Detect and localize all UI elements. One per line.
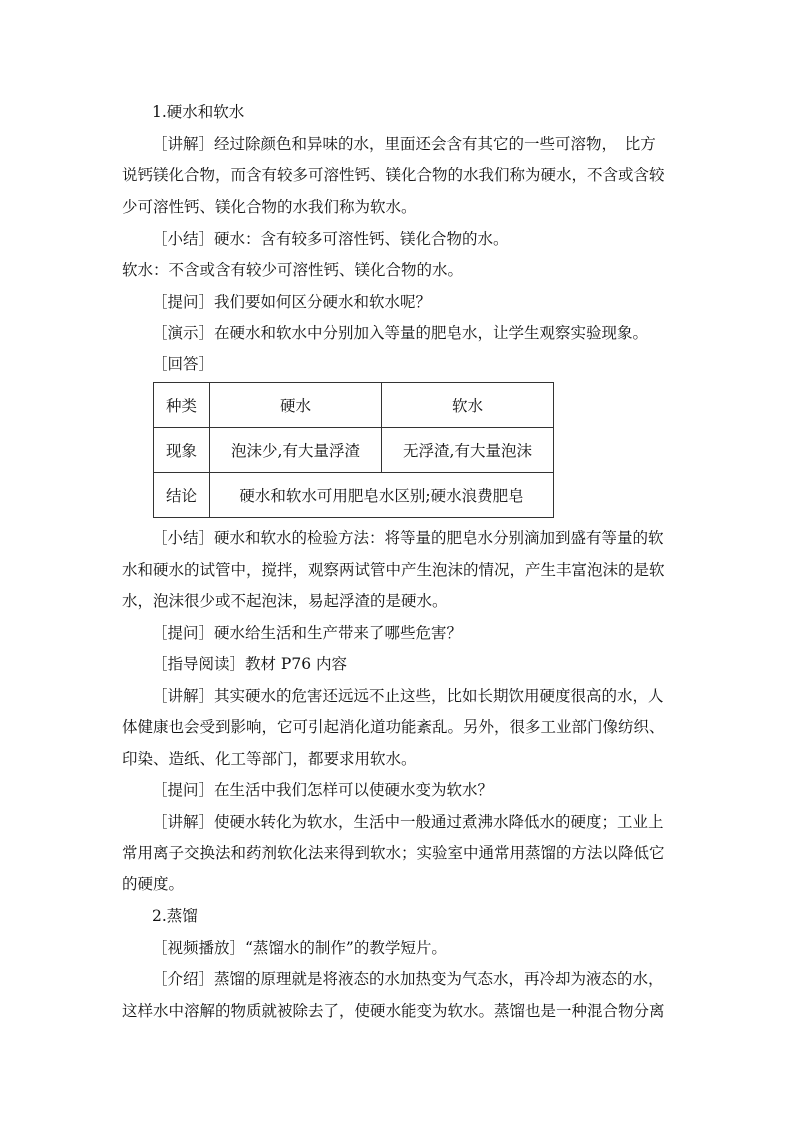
table-row [154,473,554,518]
intro-distillation-line: 这样水中溶解的物质就被除去了，使硬水能变为软水。蒸馏也是一种混合物分离 [122,1002,665,1020]
section-title-distillation: 2.蒸馏 [152,907,198,925]
section-title-hard-soft-water: 1.硬水和软水 [152,103,245,121]
demo-paragraph: ［演示］在硬水和软水中分别加入等量的肥皂水，让学生观察实验现象。 [152,324,649,342]
summary-soft-water: 软水：不含或含有较少可溶性钙、镁化合物的水。 [122,261,464,279]
answer-label: ［回答］ [152,355,215,373]
table-cell-conclusion-label: 结论 [154,473,210,518]
table-cell-conclusion: 硬水和软水可用肥皂水区别;硬水浪费肥皂 [210,473,554,518]
question-distinguish: ［提问］我们要如何区分硬水和软水呢？ [152,293,432,311]
explain-softening-line: ［讲解］使硬水转化为软水，生活中一般通过煮沸水降低水的硬度；工业上 [152,813,664,831]
paragraph-explain-line: 说钙镁化合物，而含有较多可溶性钙、镁化合物的水我们称为硬水，不含或含较 [122,166,665,184]
table-cell-hard-phenomenon: 泡沫少,有大量浮渣 [210,428,382,473]
paragraph-explain-line: 少可溶性钙、镁化合物的水我们称为软水。 [122,198,417,216]
summary-test-method-line: 水，泡沫很少或不起泡沫，易起浮渣的是硬水。 [122,592,448,610]
video-playback: ［视频播放］“蒸馏水的制作”的教学短片。 [152,939,447,957]
summary-test-method-line: ［小结］硬水和软水的检验方法：将等量的肥皂水分别滴加到盛有等量的软 [152,529,664,547]
table-cell-soft-phenomenon: 无浮渣,有大量泡沫 [382,428,554,473]
explain-hazards-line: 体健康也会受到影响，它可引起消化道功能紊乱。另外，很多工业部门像纺织、 [122,718,665,736]
question-softening: ［提问］在生活中我们怎样可以使硬水变为软水？ [152,781,494,799]
table-header-kind: 种类 [154,383,210,428]
table-header-soft: 软水 [382,383,554,428]
guided-reading: ［指导阅读］教材 P76 内容 [152,655,348,673]
question-hazards: ［提问］硬水给生活和生产带来了哪些危害？ [152,624,463,642]
explain-hazards-line: ［讲解］其实硬水的危害还远远不止这些，比如长期饮用硬度很高的水，人 [152,687,664,705]
table-row [154,383,554,428]
intro-distillation-line: ［介绍］蒸馏的原理就是将液态的水加热变为气态水，再冷却为液态的水， [152,970,664,988]
explain-softening-line: 的硬度。 [122,875,185,893]
paragraph-explain-line: ［讲解］经过除颜色和异味的水，里面还会含有其它的一些可溶物， 比方 [152,135,656,153]
explain-hazards-line: 印染、造纸、化工等部门，都要求用软水。 [122,750,417,768]
explain-softening-line: 常用离子交换法和药剂软化法来得到软水；实验室中通常用蒸馏的方法以降低它 [122,844,665,862]
table-cell-phenomenon-label: 现象 [154,428,210,473]
summary-test-method-line: 水和硬水的试管中，搅拌，观察两试管中产生泡沫的情况，产生丰富泡沫的是软 [122,561,665,579]
table-header-hard: 硬水 [210,383,382,428]
summary-hard-water: ［小结］硬水：含有较多可溶性钙、镁化合物的水。 [152,230,509,248]
comparison-table [153,382,554,518]
table-row [154,428,554,473]
